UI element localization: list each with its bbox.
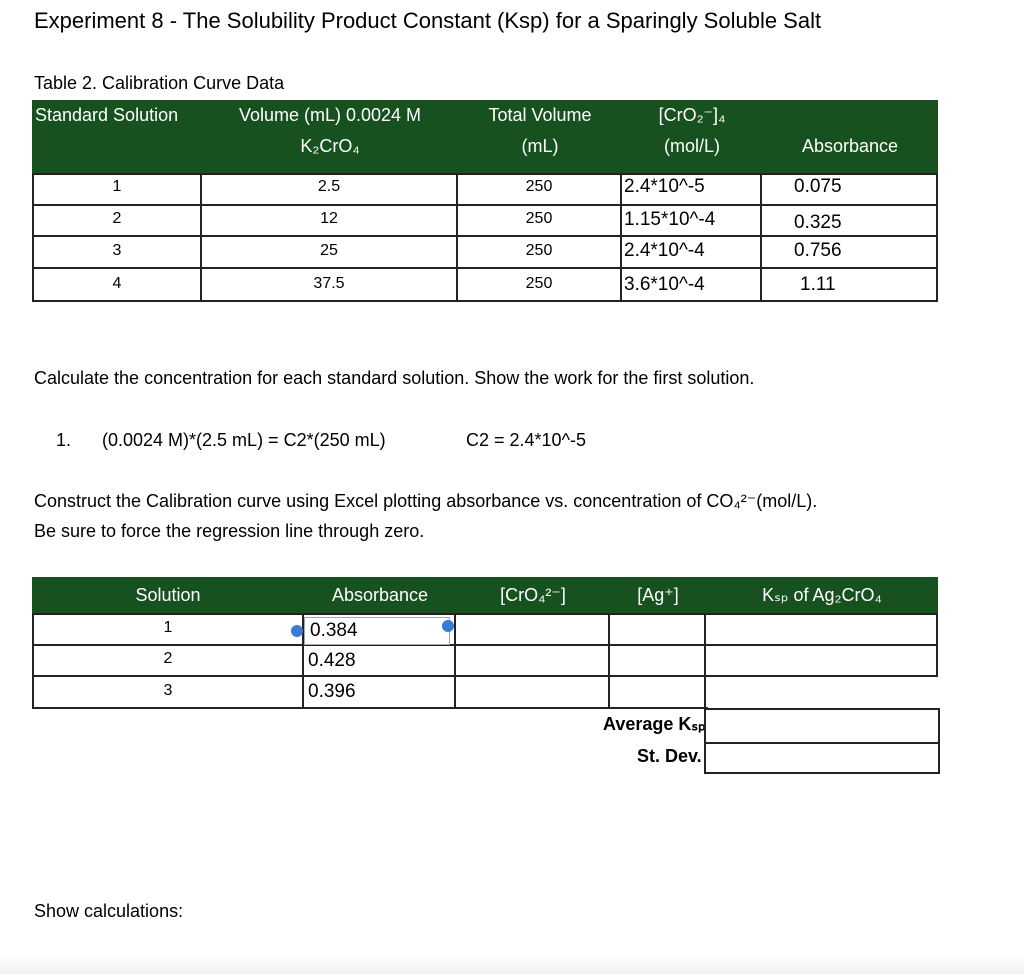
row1-total: 250	[525, 178, 553, 195]
result-row1-solution: 1	[163, 619, 173, 636]
page-bottom-edge	[0, 955, 1024, 974]
average-ksp-label: Average Kₛₚ	[603, 714, 706, 734]
row4-absorbance: 1.11	[800, 274, 836, 295]
header-volume-formula: K₂CrO₄	[300, 136, 360, 156]
stdev-label: St. Dev.	[637, 746, 702, 766]
stdev-field[interactable]	[704, 740, 940, 774]
row2-concentration: 1.15*10^-4	[624, 209, 716, 230]
show-calculations-label: Show calculations:	[34, 901, 184, 921]
table-caption: Table 2. Calibration Curve Data	[34, 73, 285, 93]
regression-instruction: Be sure to force the regression line through zero.	[34, 521, 425, 541]
header-total-volume: Total Volume	[488, 105, 592, 125]
average-ksp-field[interactable]	[704, 708, 940, 744]
row3-absorbance: 0.756	[794, 240, 842, 261]
header-absorbance: Absorbance	[801, 136, 899, 156]
page-title: Experiment 8 - The Solubility Product Constant (Ksp) for a Sparingly Soluble Salt	[34, 8, 822, 33]
selection-handle-left[interactable]	[291, 625, 303, 637]
header-cro4: [CrO₄²⁻]	[500, 585, 566, 605]
header-ksp: Kₛₚ of Ag₂CrO₄	[762, 585, 882, 605]
calibration-table	[32, 100, 938, 302]
row4-concentration: 3.6*10^-4	[624, 274, 705, 295]
result-row3-absorbance[interactable]: 0.396	[308, 681, 356, 702]
header-concentration: [CrO₂⁻]₄	[658, 105, 726, 125]
result-row2-absorbance[interactable]: 0.428	[308, 650, 356, 671]
row3-solution: 3	[112, 242, 122, 259]
header-absorbance-2: Absorbance	[331, 585, 429, 605]
result-row2-solution: 2	[163, 650, 173, 667]
example-equation: (0.0024 M)*(2.5 mL) = C2*(250 mL)	[102, 430, 386, 450]
row2-solution: 2	[112, 210, 122, 227]
calc-prompt: Calculate the concentration for each standard solution. Show the work for the first solution.	[34, 368, 755, 388]
row1-absorbance: 0.075	[794, 176, 842, 197]
row2-absorbance: 0.325	[794, 212, 842, 233]
row4-volume: 37.5	[313, 275, 345, 292]
row3-total: 250	[525, 242, 553, 259]
example-number: 1.	[56, 430, 72, 450]
row3-concentration: 2.4*10^-4	[624, 240, 705, 261]
row1-volume: 2.5	[317, 178, 341, 195]
row4-total: 250	[525, 275, 553, 292]
header-solution: Solution	[135, 585, 201, 605]
header-ag: [Ag⁺]	[637, 585, 679, 605]
example-result: C2 = 2.4*10^-5	[466, 430, 587, 450]
header-concentration-unit: (mol/L)	[663, 136, 720, 156]
construct-instruction: Construct the Calibration curve using Excel plotting absorbance vs. concentration of CO₄²⁻(mol/L).	[34, 491, 818, 511]
row2-total: 250	[525, 210, 553, 227]
row2-volume: 12	[320, 210, 338, 227]
results-table	[32, 577, 938, 709]
result-row3-solution: 3	[163, 682, 173, 699]
header-standard-solution: Standard Solution	[35, 105, 179, 125]
row4-solution: 4	[112, 275, 122, 292]
row1-concentration: 2.4*10^-5	[624, 176, 705, 197]
result-row1-absorbance[interactable]: 0.384	[310, 620, 358, 641]
header-volume: Volume (mL) 0.0024 M	[238, 105, 422, 125]
header-total-volume-unit: (mL)	[521, 136, 559, 156]
selection-handle-right[interactable]	[442, 620, 454, 632]
row1-solution: 1	[112, 178, 122, 195]
row3-volume: 25	[320, 242, 338, 259]
